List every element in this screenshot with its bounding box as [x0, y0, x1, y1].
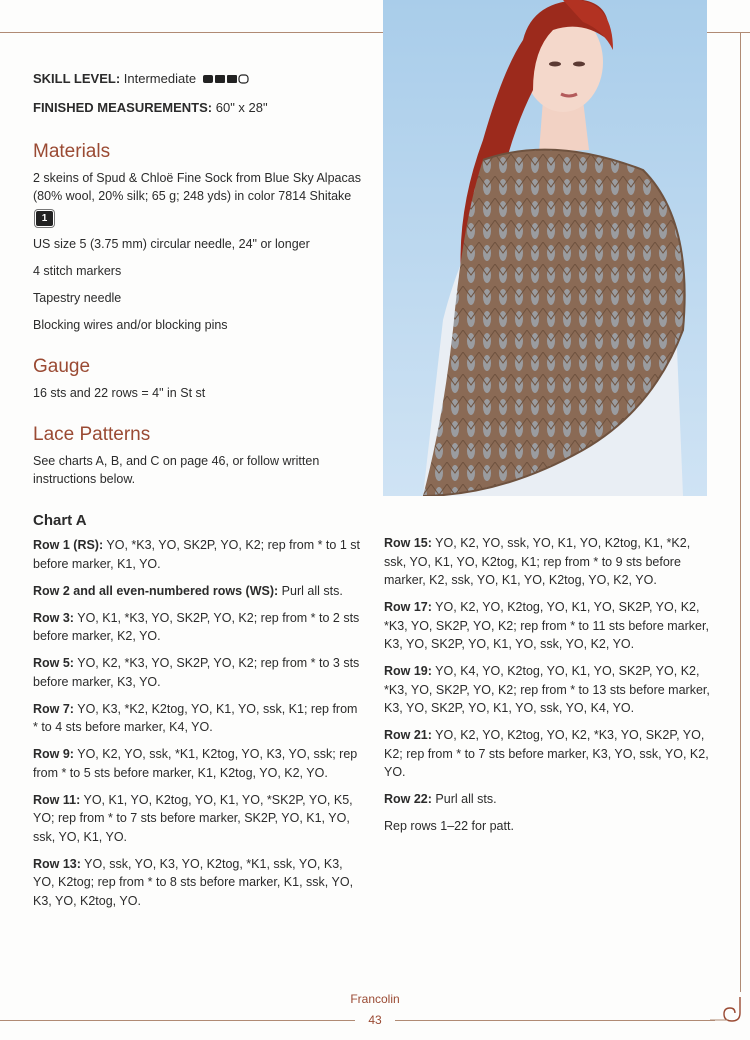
- row-label: Row 1 (RS):: [33, 538, 104, 552]
- model-illustration: [383, 0, 707, 496]
- row-instruction: [33, 745, 363, 782]
- measurements-value: 60" x 28": [215, 100, 268, 115]
- materials-tapestry: Tapestry needle: [33, 291, 122, 305]
- chart-a-rows-left: [33, 536, 363, 919]
- yarn-text: 2 skeins of Spud & Chloë Fine Sock from Blue Sky Alpacas (80% wool, 20% silk; 65 g; 248 yds) in color 7814 Shitake: [33, 171, 361, 203]
- measurements-label: FINISHED MEASUREMENTS:: [33, 100, 213, 115]
- row-text: YO, K4, YO, K2tog, YO, K1, YO, SK2P, YO, K2, *K3, YO, SK2P, YO, K2; rep from * to 13 sts before marker, K3, YO, SK2P, YO, K1, YO, ssk, YO, K4, YO.: [384, 664, 710, 715]
- corner-ornament-icon: [710, 995, 744, 1030]
- row-instruction: [384, 534, 714, 590]
- finished-measurements: [33, 99, 363, 117]
- footer-pattern-name: Francolin: [350, 992, 400, 1006]
- row-instruction: [384, 790, 714, 809]
- row-label: Row 5:: [33, 656, 74, 670]
- gauge-text: 16 sts and 22 rows = 4" in St st: [33, 386, 206, 400]
- row-label: Row 17:: [384, 600, 432, 614]
- row-text: YO, K2, YO, K2tog, YO, K2, *K3, YO, SK2P, YO, K2; rep from * to 7 sts before marker, K3, YO, ssk, YO, K2, YO.: [384, 728, 709, 779]
- materials-needle: US size 5 (3.75 mm) circular needle, 24" or longer: [33, 237, 310, 251]
- repeat-note: [384, 817, 714, 836]
- row-instruction: [33, 536, 363, 573]
- row-instruction: [384, 726, 714, 782]
- skill-level-label: SKILL LEVEL:: [33, 71, 121, 86]
- top-rule: [0, 32, 383, 33]
- row-label: Row 15:: [384, 536, 432, 550]
- row-instruction: [33, 609, 363, 646]
- row-instruction: [33, 791, 363, 847]
- row-instruction: [33, 700, 363, 737]
- materials-markers: 4 stitch markers: [33, 264, 122, 278]
- row-text: YO, K3, *K2, K2tog, YO, K1, YO, ssk, K1; rep from * to 4 sts before marker, K4, YO.: [33, 701, 358, 734]
- row-label: Row 21:: [384, 728, 432, 742]
- materials-blocking: Blocking wires and/or blocking pins: [33, 318, 228, 332]
- row-text: Purl all sts.: [278, 583, 343, 598]
- top-rule-right: [707, 32, 750, 33]
- row-label: Row 19:: [384, 664, 432, 678]
- right-margin-rule: [740, 32, 741, 992]
- row-instruction: [33, 654, 363, 691]
- materials-heading: Materials: [33, 141, 111, 162]
- row-text: YO, K2, *K3, YO, SK2P, YO, K2; rep from * to 3 sts before marker, K3, YO.: [33, 656, 360, 689]
- row-text: YO, K2, YO, ssk, YO, K1, YO, K2tog, K1, *K2, ssk, YO, K1, YO, K2tog, K1; rep from * to 9 sts before marker, K2, ssk, YO, K1, YO, K2tog, YO, K2, YO.: [384, 536, 691, 587]
- footer-rule-right: [395, 1020, 715, 1021]
- row-instruction: [33, 582, 363, 601]
- row-label: Row 9:: [33, 747, 74, 761]
- gauge-heading: Gauge: [33, 356, 91, 377]
- row-text: YO, *K3, YO, SK2P, YO, K2; rep from * to 1 st before marker, K1, YO.: [33, 538, 360, 571]
- row-label: Row 22:: [384, 792, 432, 806]
- lace-patterns-heading: Lace Patterns: [33, 424, 151, 445]
- pattern-info: [33, 70, 363, 497]
- skill-level: [33, 70, 363, 89]
- row-text: Purl all sts.: [431, 792, 497, 806]
- row-instruction: [33, 855, 363, 911]
- row-text: YO, K2, YO, K2tog, YO, K1, YO, SK2P, YO, K2, *K3, YO, SK2P, YO, K2; rep from * to 11 sts before marker, K3, YO, SK2P, YO, K1, YO, ssk, YO, K2, YO.: [384, 600, 709, 651]
- row-text: YO, ssk, YO, K3, YO, K2tog, *K1, ssk, YO, K3, YO, K2tog; rep from * to 8 sts before marker, K1, ssk, YO, K3, YO, K2tog, YO.: [33, 856, 354, 908]
- model-photo: [383, 0, 707, 496]
- row-text: Rep rows 1–22 for patt.: [384, 819, 514, 833]
- row-instruction: [384, 662, 714, 718]
- chart-a-title: Chart A: [33, 512, 87, 529]
- row-text: YO, K1, YO, K2tog, YO, K1, YO, *SK2P, YO, K5, YO; rep from * to 7 sts before marker, SK2P, YO, K1, YO, ssk, YO, K1, YO.: [33, 792, 353, 844]
- skill-level-icon: [203, 71, 249, 89]
- page-number: 43: [368, 1013, 382, 1027]
- chart-a-rows-right: [384, 534, 714, 844]
- materials-yarn: [33, 169, 363, 226]
- yarn-weight-icon: 1: [36, 211, 53, 226]
- row-label: Row 3:: [33, 610, 74, 625]
- skill-level-value: Intermediate: [123, 71, 197, 86]
- row-instruction: [384, 598, 714, 654]
- row-text: YO, K1, *K3, YO, SK2P, YO, K2; rep from * to 2 sts before marker, K2, YO.: [33, 610, 360, 643]
- lace-patterns-text: See charts A, B, and C on page 46, or follow written instructions below.: [33, 454, 320, 486]
- footer-rule-left: [0, 1020, 355, 1021]
- row-text: YO, K2, YO, ssk, *K1, K2tog, YO, K3, YO, ssk; rep from * to 5 sts before marker, K1, K2tog, YO, K2, YO.: [33, 747, 358, 780]
- row-label: Row 7:: [33, 701, 74, 716]
- row-label: Row 13:: [33, 856, 81, 871]
- row-label: Row 2 and all even-numbered rows (WS):: [33, 583, 279, 598]
- row-label: Row 11:: [33, 792, 81, 807]
